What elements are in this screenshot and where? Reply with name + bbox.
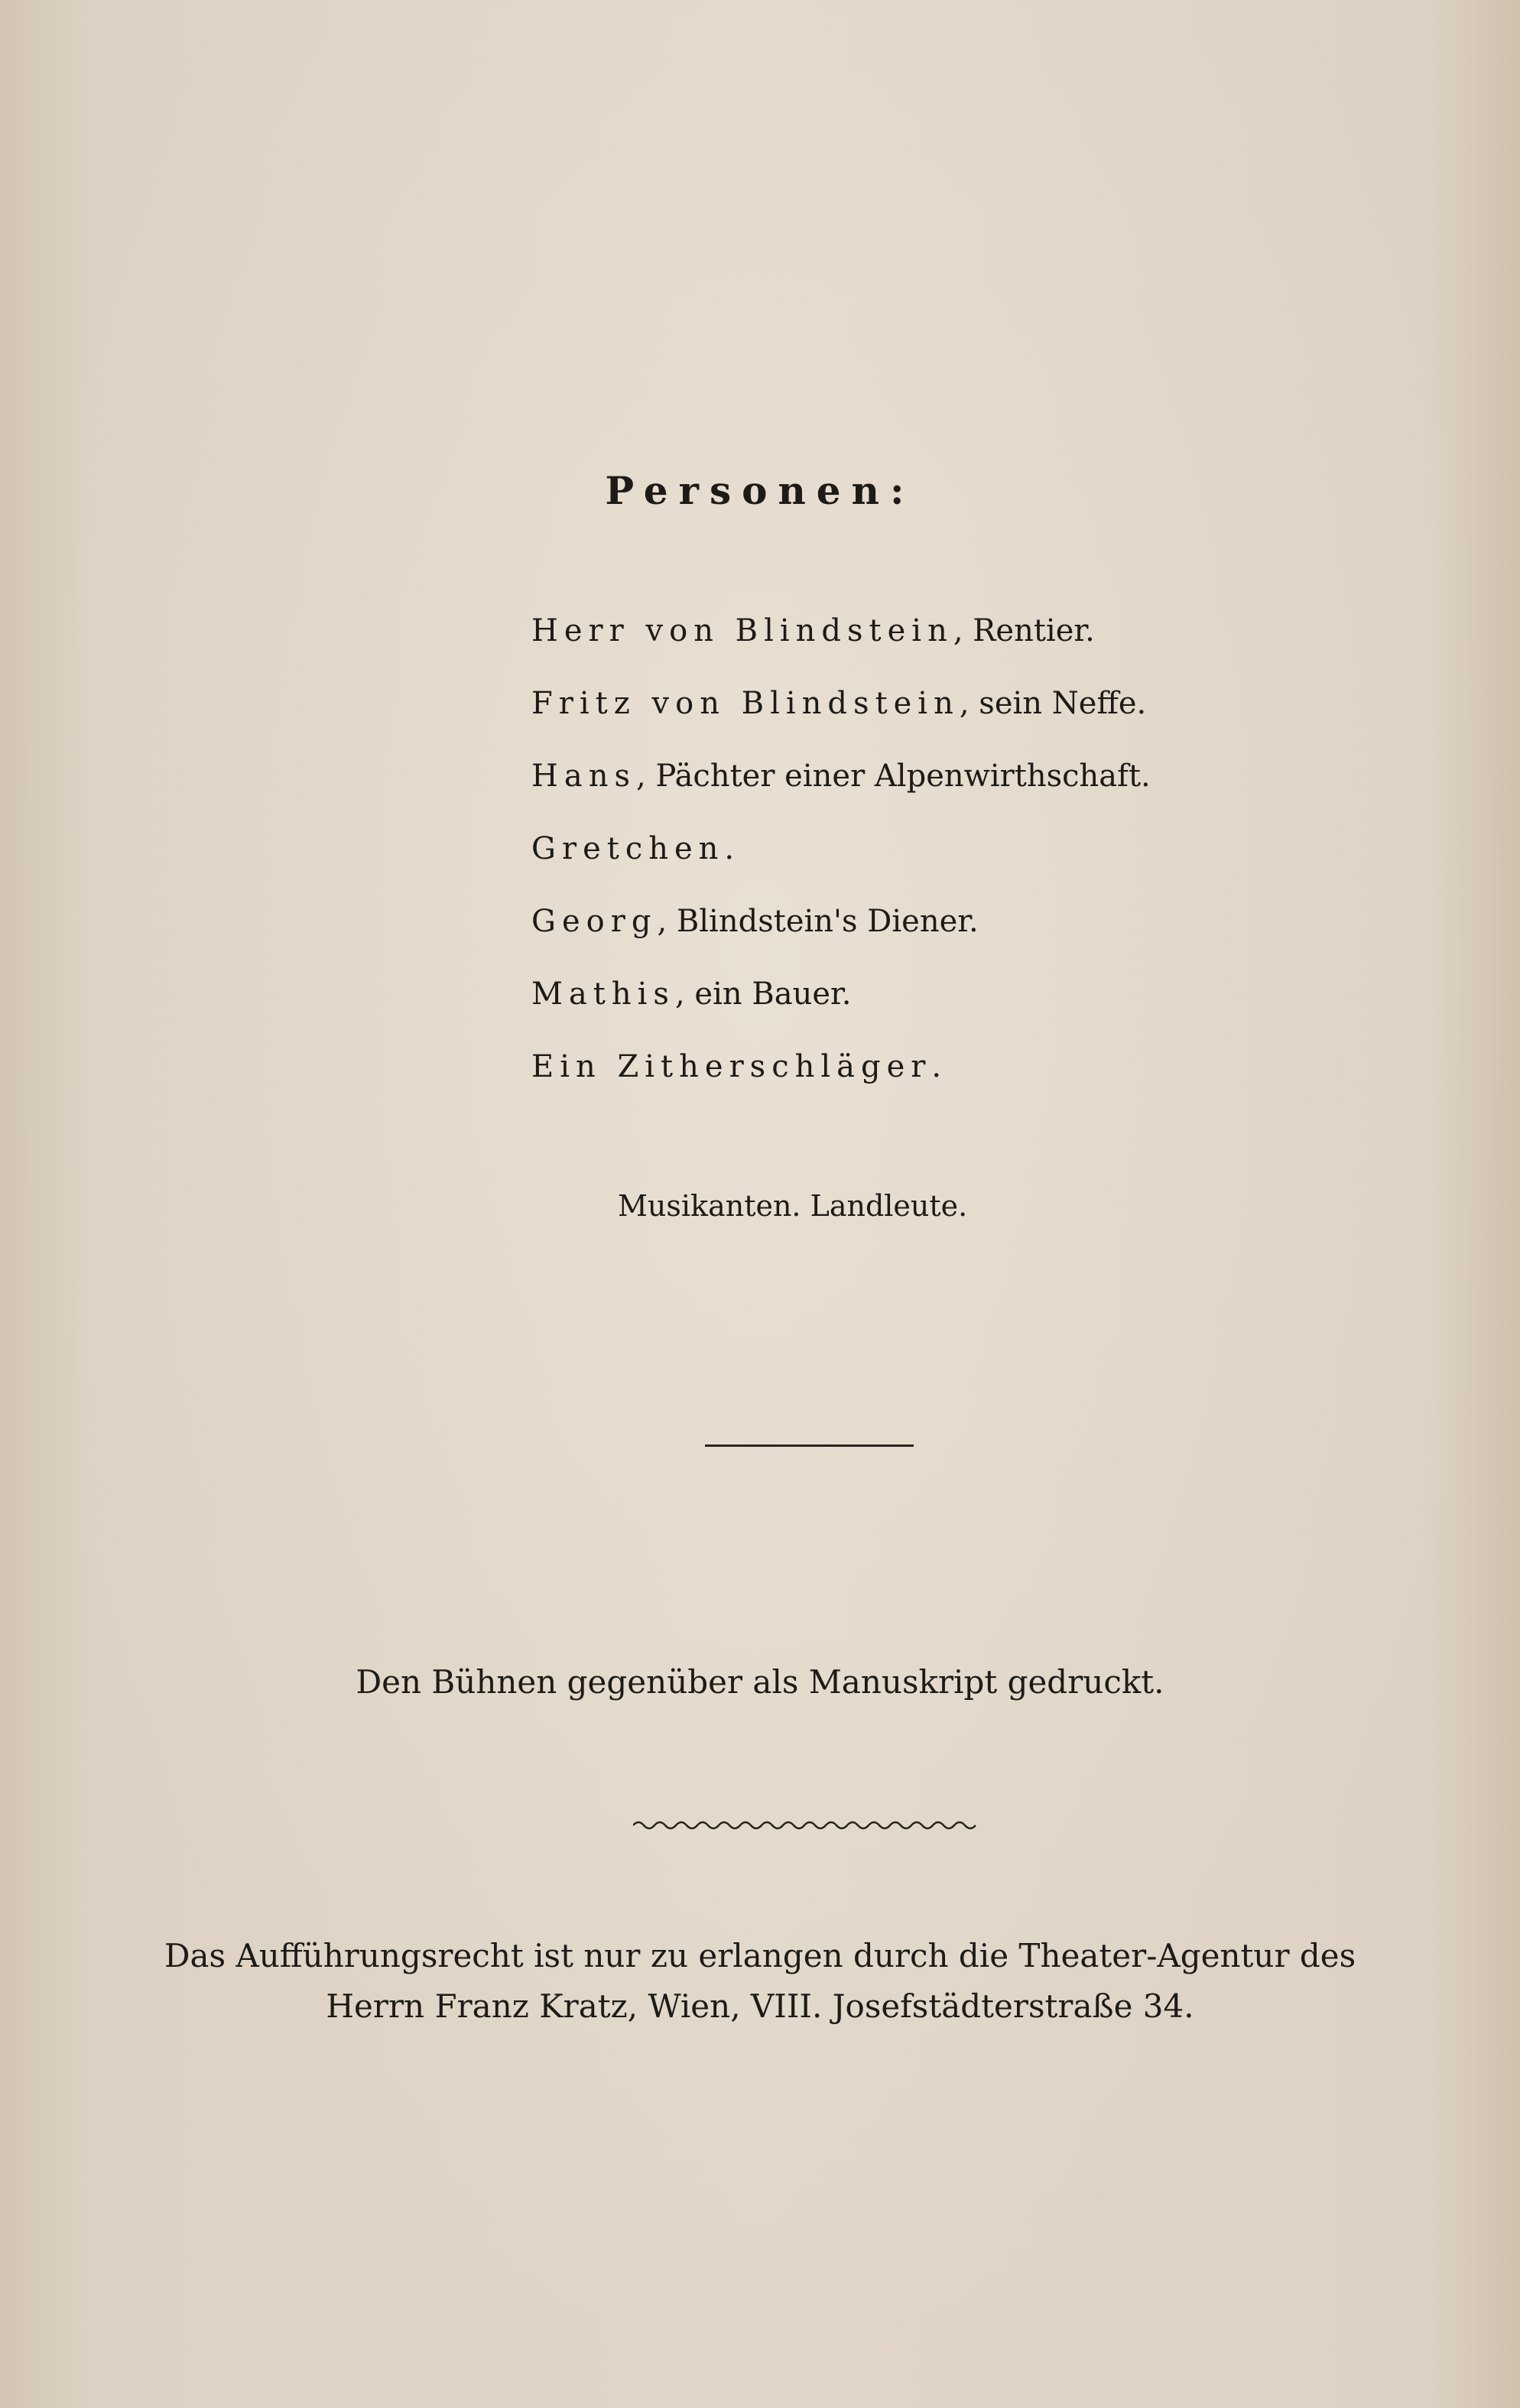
cast-entry-description: , sein Neffe. bbox=[959, 686, 1147, 721]
cast-entry-description: , ein Bauer. bbox=[674, 977, 852, 1012]
cast-entry-name: Herr von Blindstein bbox=[531, 613, 953, 648]
cast-entry bbox=[531, 822, 1151, 895]
cast-entry bbox=[531, 749, 1151, 822]
cast-list bbox=[531, 604, 1151, 1113]
cast-entry-description: . bbox=[724, 831, 735, 866]
cast-entry bbox=[531, 604, 1151, 677]
cast-entry-name: Hans bbox=[531, 759, 637, 794]
cast-entry-name: Ein Zitherschläger bbox=[531, 1049, 932, 1084]
divider-rule bbox=[705, 1444, 914, 1447]
cast-entry bbox=[531, 677, 1151, 749]
rights-line-1: Das Aufführungsrecht ist nur zu erlangen durch die Theater-Agentur des bbox=[164, 1937, 1356, 1974]
extras-line: Musikanten. Landleute. bbox=[618, 1189, 968, 1223]
cast-entry-description: , Rentier. bbox=[953, 613, 1095, 648]
cast-list-heading: Personen: bbox=[605, 468, 915, 513]
cast-entry bbox=[531, 1040, 1151, 1113]
rights-line-2: Herrn Franz Kratz, Wien, VIII. Josefstädterstraße 34. bbox=[326, 1987, 1194, 2025]
cast-entry-description: , Blindstein's Diener. bbox=[657, 904, 979, 939]
performance-rights-note bbox=[0, 1931, 1520, 2032]
wavy-ornament bbox=[633, 1815, 979, 1836]
manuscript-note: Den Bühnen gegenüber als Manuskript gedruckt. bbox=[356, 1663, 1164, 1701]
cast-entry bbox=[531, 895, 1151, 967]
cast-entry-description: , Pächter einer Alpenwirthschaft. bbox=[636, 759, 1151, 794]
cast-entry bbox=[531, 967, 1151, 1040]
cast-entry-name: Fritz von Blindstein bbox=[531, 686, 960, 721]
cast-entry-name: Georg bbox=[531, 904, 658, 939]
cast-entry-description: . bbox=[931, 1049, 942, 1084]
cast-entry-name: Gretchen bbox=[531, 831, 725, 866]
cast-entry-name: Mathis bbox=[531, 977, 675, 1012]
